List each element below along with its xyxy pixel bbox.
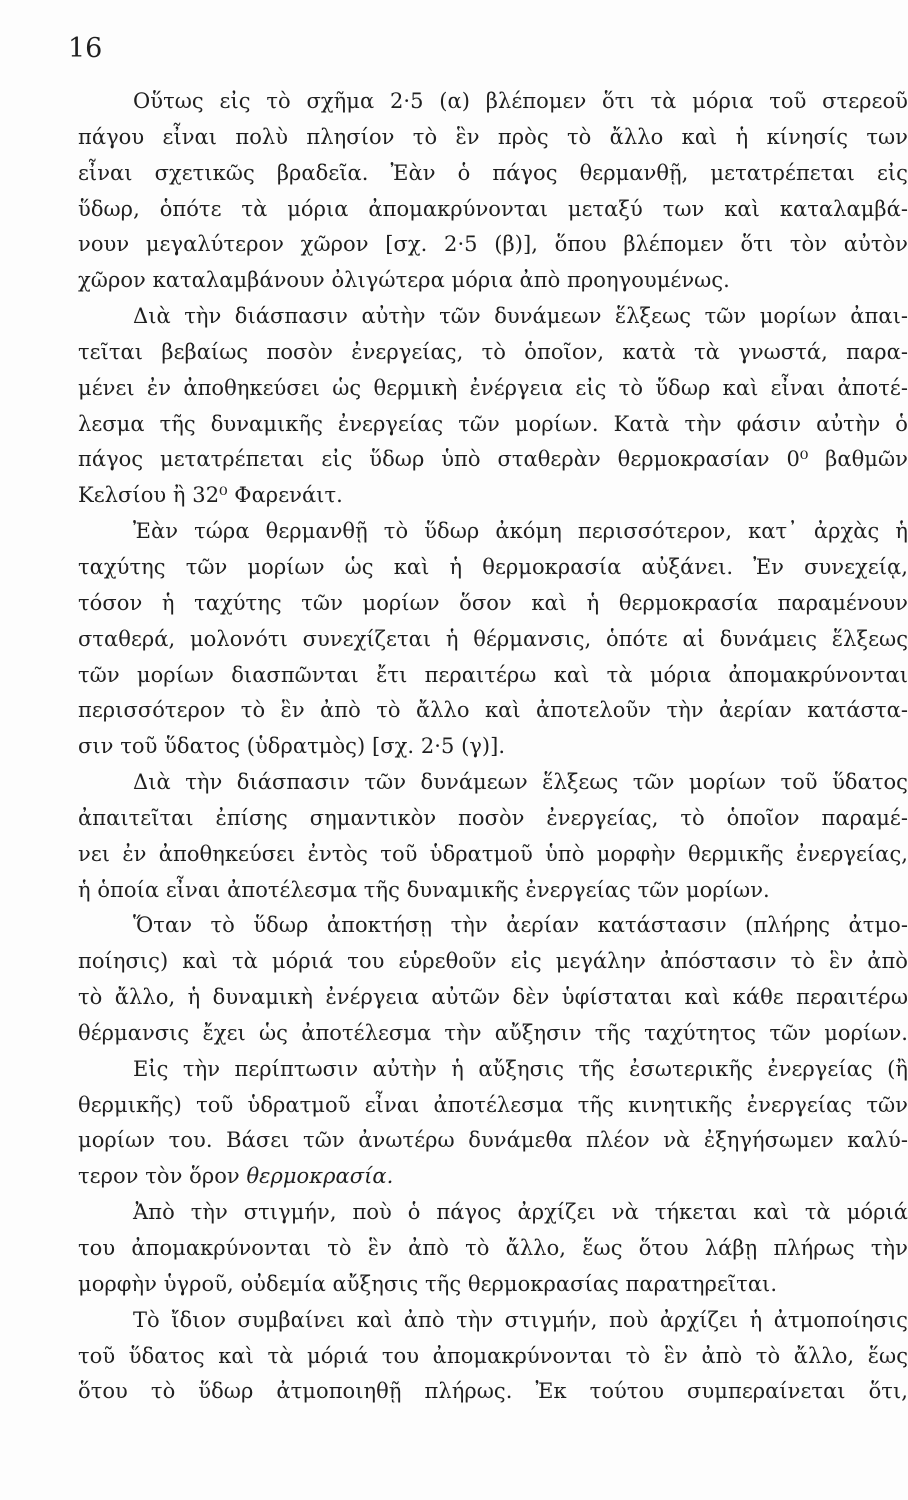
text-line-content: μένει ἐν ἀποθηκεύσει ὡς θερμικὴ ἐνέργεια εἰς τὸ ὕδωρ καὶ εἶναι ἀποτέ- — [78, 375, 908, 400]
page-number: 16 — [68, 33, 103, 64]
text-line — [78, 478, 908, 514]
text-line — [78, 514, 908, 550]
text-line-content: Οὕτως εἰς τὸ σχῆμα 2·5 (α) βλέπομεν ὅτι τὰ μόρια τοῦ στερεοῦ — [133, 89, 908, 113]
text-line — [78, 120, 908, 156]
text-line — [78, 873, 908, 909]
text-line-content: σιν τοῦ ὕδατος (ὑδρατμὸς) [σχ. 2·5 (γ)]. — [78, 734, 506, 759]
text-line — [78, 84, 908, 120]
text-line — [78, 658, 908, 694]
text-line-content: εἶναι σχετικῶς βραδεῖα. Ἐὰν ὁ πάγος θερμανθῇ, μετατρέπεται εἰς — [78, 160, 908, 185]
text-line — [78, 944, 908, 980]
text-line — [78, 1267, 908, 1303]
text-line — [78, 801, 908, 837]
text-line — [78, 1195, 908, 1231]
text-line — [78, 299, 908, 335]
text-line — [78, 1339, 908, 1375]
text-line-content: τερον τὸν ὅρον — [78, 1164, 247, 1189]
text-line-content: τοῦ ὕδατος καὶ τὰ μόριά του ἀπομακρύνονται τὸ ἓν ἀπὸ τὸ ἄλλο, ἕως — [78, 1343, 908, 1368]
text-line-content: Ἀπὸ τὴν στιγμήν, ποὺ ὁ πάγος ἀρχίζει νὰ τήκεται καὶ τὰ μόριά — [133, 1200, 908, 1225]
text-line-content: τὸ ἄλλο, ἡ δυναμικὴ ἐνέργεια αὐτῶν δὲν ὑφίσταται καὶ κάθε περαιτέρω — [78, 985, 908, 1010]
text-line-content: τῶν μορίων διασπῶνται ἔτι περαιτέρω καὶ τὰ μόρια ἀπομακρύνονται — [78, 662, 908, 687]
text-line — [78, 156, 908, 192]
text-line-content: περισσότερον τὸ ἓν ἀπὸ τὸ ἄλλο καὶ ἀποτελοῦν τὴν ἀερίαν κατάστα- — [78, 698, 908, 723]
italic-term: θερμοκρασία. — [246, 1164, 394, 1189]
text-line-content: χῶρον καταλαμβάνουν ὀλιγώτερα μόρια ἀπὸ προηγουμένως. — [78, 268, 730, 293]
text-line-content: ποίησις) καὶ τὰ μόριά του εὑρεθοῦν εἰς μεγάλην ἀπόστασιν τὸ ἓν ἀπὸ — [78, 949, 908, 974]
text-line-content: ταχύτης τῶν μορίων ὡς καὶ ἡ θερμοκρασία αὐξάνει. Ἐν συνεχείᾳ, — [78, 554, 908, 579]
text-line — [78, 1088, 908, 1124]
text-line-content: νουν μεγαλύτερον χῶρον [σχ. 2·5 (β)], ὅπου βλέπομεν ὅτι τὸν αὐτὸν — [78, 232, 908, 257]
text-line — [78, 586, 908, 622]
text-line-content: πάγου εἶναι πολὺ πλησίον τὸ ἓν πρὸς τὸ ἄλλο καὶ ἡ κίνησίς των — [78, 124, 908, 149]
text-line — [78, 980, 908, 1016]
text-line-content: του ἀπομακρύνονται τὸ ἓν ἀπὸ τὸ ἄλλο, ἕως ὅτου λάβῃ πλήρως τὴν — [78, 1236, 908, 1260]
text-line-content: μορφὴν ὑγροῦ, οὐδεμία αὔξησις τῆς θερμοκρασίας παρατηρεῖται. — [78, 1271, 778, 1296]
text-line-content: ἀπαιτεῖται ἐπίσης σημαντικὸν ποσὸν ἐνεργείας, τὸ ὁποῖον παραμέ- — [78, 805, 908, 830]
body-text — [78, 84, 908, 1410]
text-line-content: Τὸ ἴδιον συμβαίνει καὶ ἀπὸ τὴν στιγμήν, ποὺ ἀρχίζει ἡ ἀτμοποίησις — [133, 1307, 908, 1332]
text-line — [78, 693, 908, 729]
text-line — [78, 1374, 908, 1410]
text-line-content: Ὅταν τὸ ὕδωρ ἀποκτήσῃ τὴν ἀερίαν κατάστασιν (πλήρης ἀτμο- — [133, 913, 908, 938]
text-line — [78, 1303, 908, 1339]
text-line-content: ὅτου τὸ ὕδωρ ἀτμοποιηθῇ πλήρως. Ἐκ τούτου συμπεραίνεται ὅτι, — [78, 1379, 908, 1404]
text-line — [78, 371, 908, 407]
text-line-content: ὕδωρ, ὁπότε τὰ μόρια ἀπομακρύνονται μεταξύ των καὶ καταλαμβά- — [78, 196, 908, 221]
text-line — [78, 1052, 908, 1088]
text-line-content: Διὰ τὴν διάσπασιν αὐτὴν τῶν δυνάμεων ἕλξεως τῶν μορίων ἀπαι- — [133, 304, 908, 329]
text-line — [78, 1159, 908, 1195]
text-line — [78, 550, 908, 586]
text-line-content: σταθερά, μολονότι συνεχίζεται ἡ θέρμανσις, ὁπότε αἱ δυνάμεις ἕλξεως — [78, 626, 908, 651]
text-line — [78, 407, 908, 443]
text-line-content: Κελσίου ἢ 32⁰ Φαρενάιτ. — [78, 483, 343, 508]
text-line-content: πάγος μετατρέπεται εἰς ὕδωρ ὑπὸ σταθερὰν θερμοκρασίαν 0⁰ βαθμῶν — [78, 447, 908, 472]
text-line — [78, 908, 908, 944]
text-line-content: νει ἐν ἀποθηκεύσει ἐντὸς τοῦ ὑδρατμοῦ ὑπὸ μορφὴν θερμικῆς ἐνεργείας, — [78, 841, 908, 866]
text-line — [78, 335, 908, 371]
text-line-content: θέρμανσις ἔχει ὡς ἀποτέλεσμα τὴν αὔξησιν τῆς ταχύτητος τῶν μορίων. — [78, 1020, 908, 1045]
text-line — [78, 1016, 908, 1052]
text-line-content: ἡ ὁποία εἶναι ἀποτέλεσμα τῆς δυναμικῆς ἐνεργείας τῶν μορίων. — [78, 877, 770, 902]
text-line — [78, 1123, 908, 1159]
text-line — [78, 1231, 908, 1267]
text-line-content: θερμικῆς) τοῦ ὑδρατμοῦ εἶναι ἀποτέλεσμα τῆς κινητικῆς ἐνεργείας τῶν — [78, 1092, 908, 1117]
text-line — [78, 192, 908, 228]
text-line-content: Ἐὰν τώρα θερμανθῇ τὸ ὕδωρ ἀκόμη περισσότερον, κατ᾽ ἀρχὰς ἡ — [133, 519, 908, 544]
text-line-content: τόσον ἡ ταχύτης τῶν μορίων ὅσον καὶ ἡ θερμοκρασία παραμένουν — [78, 590, 908, 615]
text-line — [78, 263, 908, 299]
text-line-content: Διὰ τὴν διάσπασιν τῶν δυνάμεων ἕλξεως τῶν μορίων τοῦ ὕδατος — [133, 770, 908, 795]
text-line — [78, 442, 908, 478]
text-line — [78, 622, 908, 658]
text-line — [78, 765, 908, 801]
text-line — [78, 227, 908, 263]
text-line-content: λεσμα τῆς δυναμικῆς ἐνεργείας τῶν μορίων. Κατὰ τὴν φάσιν αὐτὴν ὁ — [78, 411, 908, 436]
text-line-content: Εἰς τὴν περίπτωσιν αὐτὴν ἡ αὔξησις τῆς ἐσωτερικῆς ἐνεργείας (ἢ — [133, 1056, 908, 1081]
text-line-content: μορίων του. Βάσει τῶν ἀνωτέρω δυνάμεθα πλέον νὰ ἐξηγήσωμεν καλύ- — [78, 1128, 908, 1153]
text-line — [78, 837, 908, 873]
text-line-content: τεῖται βεβαίως ποσὸν ἐνεργείας, τὸ ὁποῖον, κατὰ τὰ γνωστά, παρα- — [78, 339, 908, 364]
text-line — [78, 729, 908, 765]
